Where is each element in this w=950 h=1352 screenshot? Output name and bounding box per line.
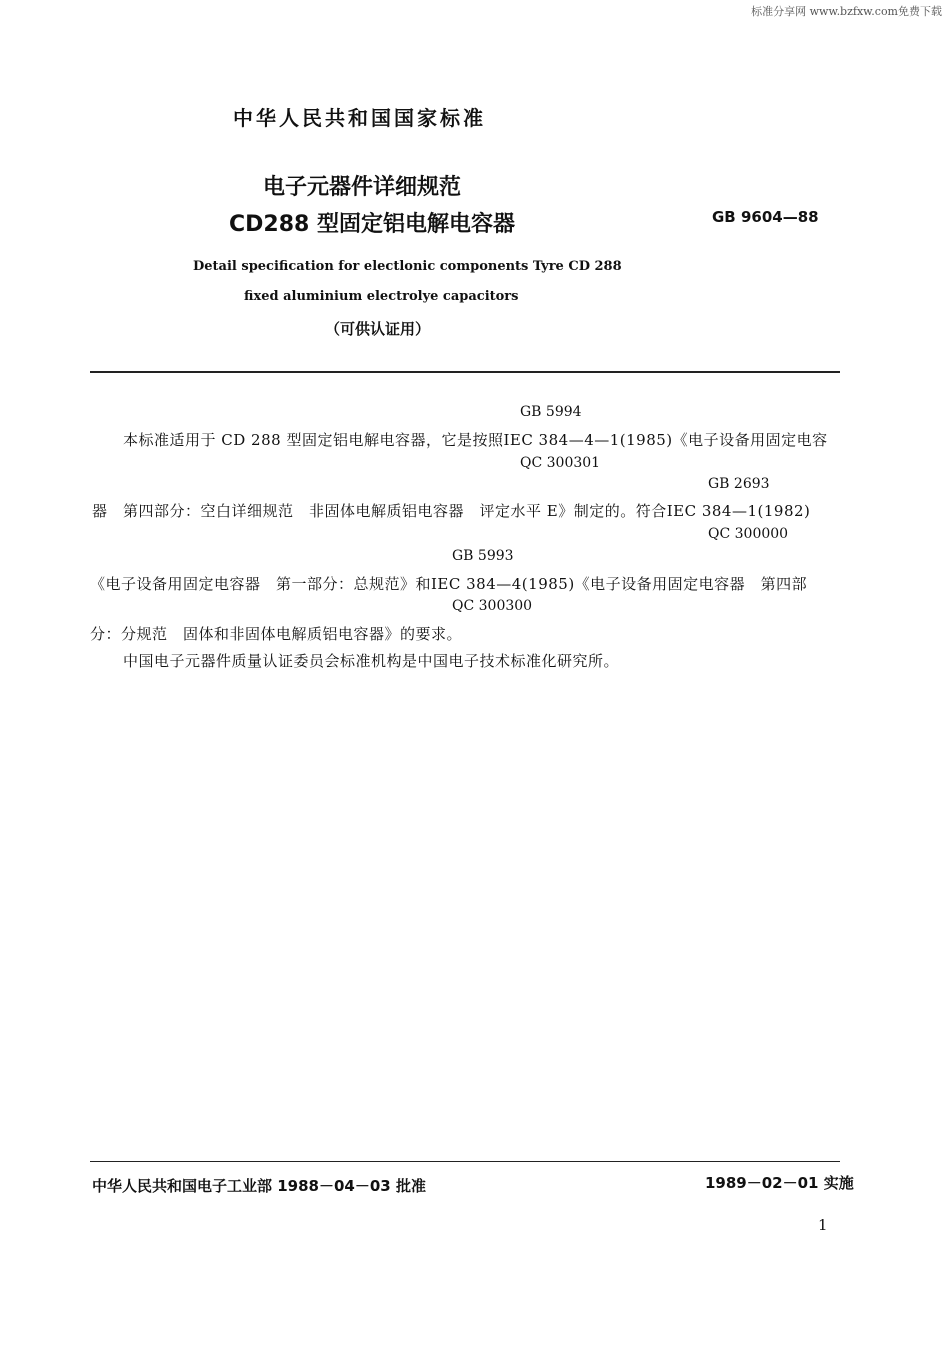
national-standard-heading: 中华人民共和国国家标准 xyxy=(233,106,486,130)
standard-number: GB 9604—88 xyxy=(712,208,819,226)
reference-qc300300: QC 300300 xyxy=(452,598,533,614)
english-title-line-2: fixed aluminium electrolye capacitors xyxy=(244,289,519,304)
watermark: 标准分享网 www.bzfxw.com免费下载 xyxy=(751,5,942,18)
reference-gb5993: GB 5993 xyxy=(452,548,514,564)
effective-date: 1989－02－01 实施 xyxy=(705,1174,854,1192)
body-line-2: 器 第四部分：空白详细规范 非固体电解质铝电容器 评定水平 E》制定的。符合IEC 384—1(1982) xyxy=(92,502,811,520)
approval-date: 中华人民共和国电子工业部 1988－04－03 批准 xyxy=(92,1177,426,1195)
body-line-4: 分：分规范 固体和非固体电解质铝电容器》的要求。 xyxy=(90,625,463,643)
header-divider xyxy=(90,371,840,373)
reference-gb2693: GB 2693 xyxy=(708,476,770,492)
certification-note: （可供认证用） xyxy=(325,320,431,338)
title-line-2: CD288 型固定铝电解电容器 xyxy=(229,212,515,237)
body-line-1: 本标准适用于 CD 288 型固定铝电解电容器，它是按照IEC 384—4—1(1985)《电子设备用固定电容 xyxy=(123,431,828,449)
page-number: 1 xyxy=(818,1216,828,1234)
reference-qc300000: QC 300000 xyxy=(708,526,789,542)
body-line-5: 中国电子元器件质量认证委员会标准机构是中国电子技术标准化研究所。 xyxy=(123,652,620,670)
title-line-1: 电子元器件详细规范 xyxy=(263,175,462,200)
english-title-line-1: Detail specification for electlonic components Tyre CD 288 xyxy=(193,259,622,274)
reference-qc300301: QC 300301 xyxy=(520,455,601,471)
reference-gb5994: GB 5994 xyxy=(520,404,582,420)
body-line-3: 《电子设备用固定电容器 第一部分：总规范》和IEC 384—4(1985)《电子设备用固定电容器 第四部 xyxy=(90,575,808,593)
footer-divider xyxy=(90,1161,840,1162)
